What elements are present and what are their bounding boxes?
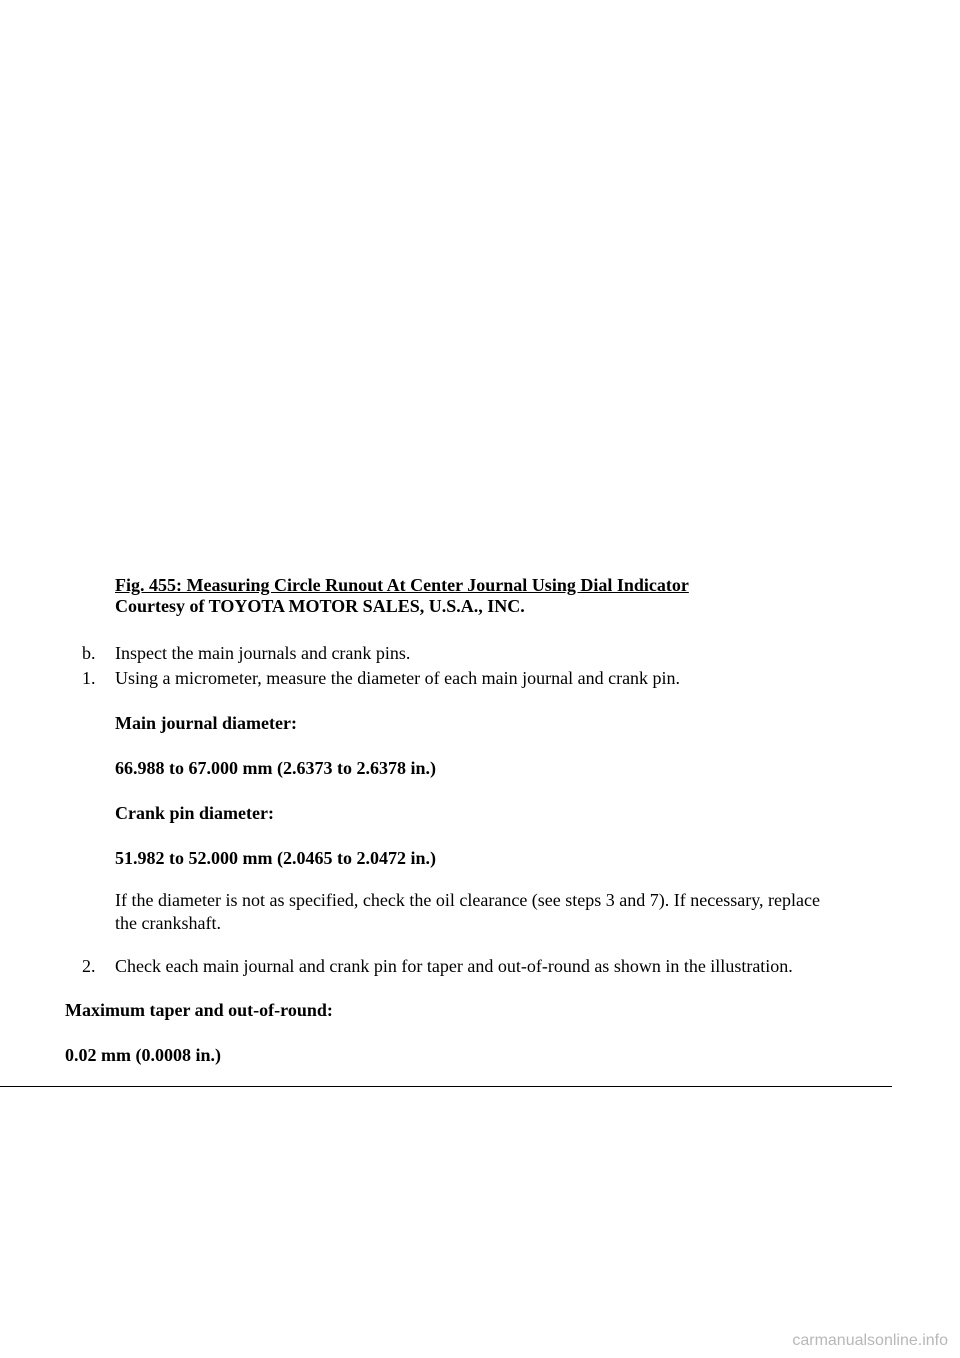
max-taper-value: 0.02 mm (0.0008 in.) <box>65 1045 221 1065</box>
max-taper-label: Maximum taper and out-of-round: <box>65 1000 333 1020</box>
step-1-text: Using a micrometer, measure the diameter of each main journal and crank pin. <box>115 668 681 688</box>
crank-pin-label: Crank pin diameter: <box>115 803 274 823</box>
step-b-marker: b. <box>82 643 96 663</box>
step-2-text: Check each main journal and crank pin for taper and out-of-round as shown in the illustration. <box>115 956 793 976</box>
step-1-marker: 1. <box>82 668 96 688</box>
figure-caption-link[interactable]: Fig. 455: Measuring Circle Runout At Center Journal Using Dial Indicator <box>115 575 689 595</box>
main-journal-value: 66.988 to 67.000 mm (2.6373 to 2.6378 in.) <box>115 758 436 778</box>
figure-courtesy: Courtesy of TOYOTA MOTOR SALES, U.S.A., INC. <box>115 596 525 616</box>
crank-pin-value: 51.982 to 52.000 mm (2.0465 to 2.0472 in.) <box>115 848 436 868</box>
main-journal-label: Main journal diameter: <box>115 713 297 733</box>
step-b-text: Inspect the main journals and crank pins. <box>115 643 411 663</box>
step-2-marker: 2. <box>82 956 96 976</box>
site-watermark: carmanualsonline.info <box>792 1332 948 1349</box>
diameter-note-line1: If the diameter is not as specified, check the oil clearance (see steps 3 and 7). If necessary, replace <box>115 890 820 910</box>
diameter-note-line2: the crankshaft. <box>115 913 221 933</box>
page-divider <box>0 1086 892 1087</box>
